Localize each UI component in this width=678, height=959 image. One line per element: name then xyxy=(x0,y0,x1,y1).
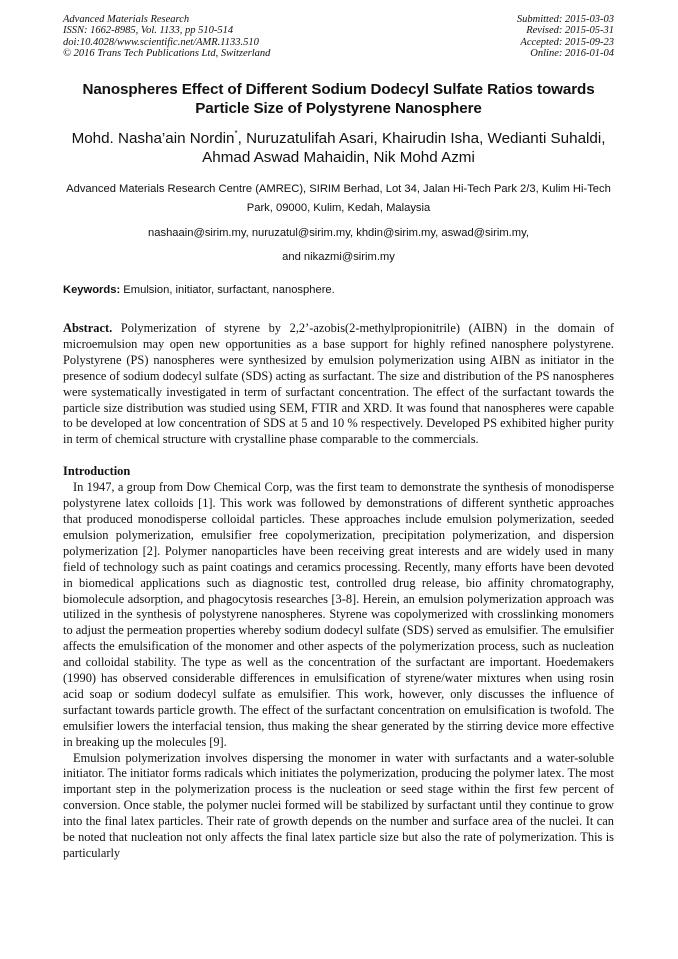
journal-copyright: © 2016 Trans Tech Publications Ltd, Switzerland xyxy=(63,48,271,60)
date-accepted: Accepted: 2015-09-23 xyxy=(520,36,614,48)
journal-name: Advanced Materials Research xyxy=(63,14,190,25)
abstract xyxy=(63,321,614,448)
email-line-1[interactable]: nashaain@sirim.my, nuruzatul@sirim.my, khdin@sirim.my, aswad@sirim.my, xyxy=(148,227,529,239)
journal-issn: ISSN: 1662-8985, Vol. 1133, pp 510-514 xyxy=(63,25,234,37)
section-heading-introduction: Introduction xyxy=(63,464,131,479)
abstract-label: Abstract. xyxy=(63,321,113,335)
email-line-2[interactable]: and nikazmi@sirim.my xyxy=(282,251,395,263)
author-emails xyxy=(63,221,614,269)
date-submitted: Submitted: 2015-03-03 xyxy=(516,14,614,25)
journal-doi[interactable]: doi:10.4028/www.scientific.net/AMR.1133.510 xyxy=(63,36,259,48)
intro-paragraph-1: In 1947, a group from Dow Chemical Corp, was the first team to demonstrate the synthesis of monodisperse polystyrene latex colloids [1]. This work was followed by demonstrations of different synthetic approaches that produced monodisperse colloidal particles. These approaches include emulsion polymerization, seeded emulsion polymerization, emulsifier free copolymerization, precipitation polymerization, and dispersion polymerization [2]. Polymer nanoparticles have been receiving great interests and are widely used in many field of technology such as paint coatings and ceramics processing. Recently, many efforts have been devoted in biomedical applications such as diagnostic test, controlled drug release, bio affinity chromatography, biomolecule adsorption, and phagocytosis researches [3-8]. Herein, an emulsion polymerization approach was utilized in the synthesis of polystyrene nanospheres. Styrene was copolymerized with crosslinking monomers to adjust the permeation properties whereby sodium dodecyl sulfate (SDS) served as emulsifier. The emulsifier affects the emulsification of the monomer and other aspects of the polymerization process, such as nucleation and colloidal stability. The type as well as the concentration of the surfactant are important. Hoedemakers (1990) has observed considerable differences in emulsification of styrene/water mixtures when using rosin acid soap or sodium dodecyl sulfate as emulsifier. This work, however, only discusses the influence of surfactant towards particle growth. The effect of the surfactant concentration on emulsification is twofold. The emulsifier lowers the interfacial tension, thus making the shear generated by the stirring device more effective in breaking up the molecules [9]. xyxy=(63,480,614,749)
abstract-text: Polymerization of styrene by 2,2’-azobis(2-methylpropionitrile) (AIBN) in the domain of microemulsion may open new opportunities as a base support for highly refined nanosphere polystyrene. Polystyrene (PS) nanospheres were synthesized by emulsion polymerization using AIBN as initiator in the presence of sodium dodecyl sulfate (SDS) acting as surfactant. The size and distribution of the PS nanospheres were systematically investigated in term of surfactant concentration. The effect of the surfactant towards the particle size distribution was studied using SEM, FTIR and XRD. It was found that nanospheres were capable to be developed at low concentration of SDS at 5 and 10 % respectively. Developed PS exhibited higher purity in term of chemical structure with crystalline phase comparable to the commercials. xyxy=(63,321,614,447)
affiliation: Advanced Materials Research Centre (AMREC), SIRIM Berhad, Lot 34, Jalan Hi-Tech Park 2/3, Kulim Hi-Tech Park, 09000, Kulim, Kedah, Malaysia xyxy=(66,183,611,214)
corresponding-mark: * xyxy=(234,129,238,138)
corresponding-author: Mohd. Nasha’ain Nordin xyxy=(71,130,235,147)
journal-header xyxy=(63,14,614,66)
paper-page xyxy=(63,14,614,862)
co-authors: , Nuruzatulifah Asari, Khairudin Isha, Wedianti Suhaldi, Ahmad Aswad Mahaidin, Nik Mohd Azmi xyxy=(202,130,606,166)
keywords-label: Keywords: xyxy=(63,284,121,296)
keywords xyxy=(63,283,614,297)
author-list xyxy=(63,124,614,167)
submission-dates xyxy=(517,14,614,60)
paper-title: Nanospheres Effect of Different Sodium Dodecyl Sulfate Ratios towards Particle Size of Polystyrene Nanosphere xyxy=(82,81,595,117)
intro-paragraph-2: Emulsion polymerization involves dispersing the monomer in water with surfactants and a water-soluble initiator. The initiator forms radicals which initiates the polymerization, producing the polymer latex. The most important step in the polymerization process is the nucleation or seed stage within the first few percent of conversion. Once stable, the polymer nuclei formed will be stabilized by surfactant until they continue to grow into the final latex particles. Their rate of growth depends on the number and surface area of the nuclei. It can be noted that nucleation not only affects the final latex particle size but also the rate of polymerization. This is particularly xyxy=(63,750,614,860)
journal-info xyxy=(63,14,270,60)
date-revised: Revised: 2015-05-31 xyxy=(526,25,614,37)
keywords-text: Emulsion, initiator, surfactant, nanosphere. xyxy=(120,284,335,296)
date-online: Online: 2016-01-04 xyxy=(530,48,614,60)
